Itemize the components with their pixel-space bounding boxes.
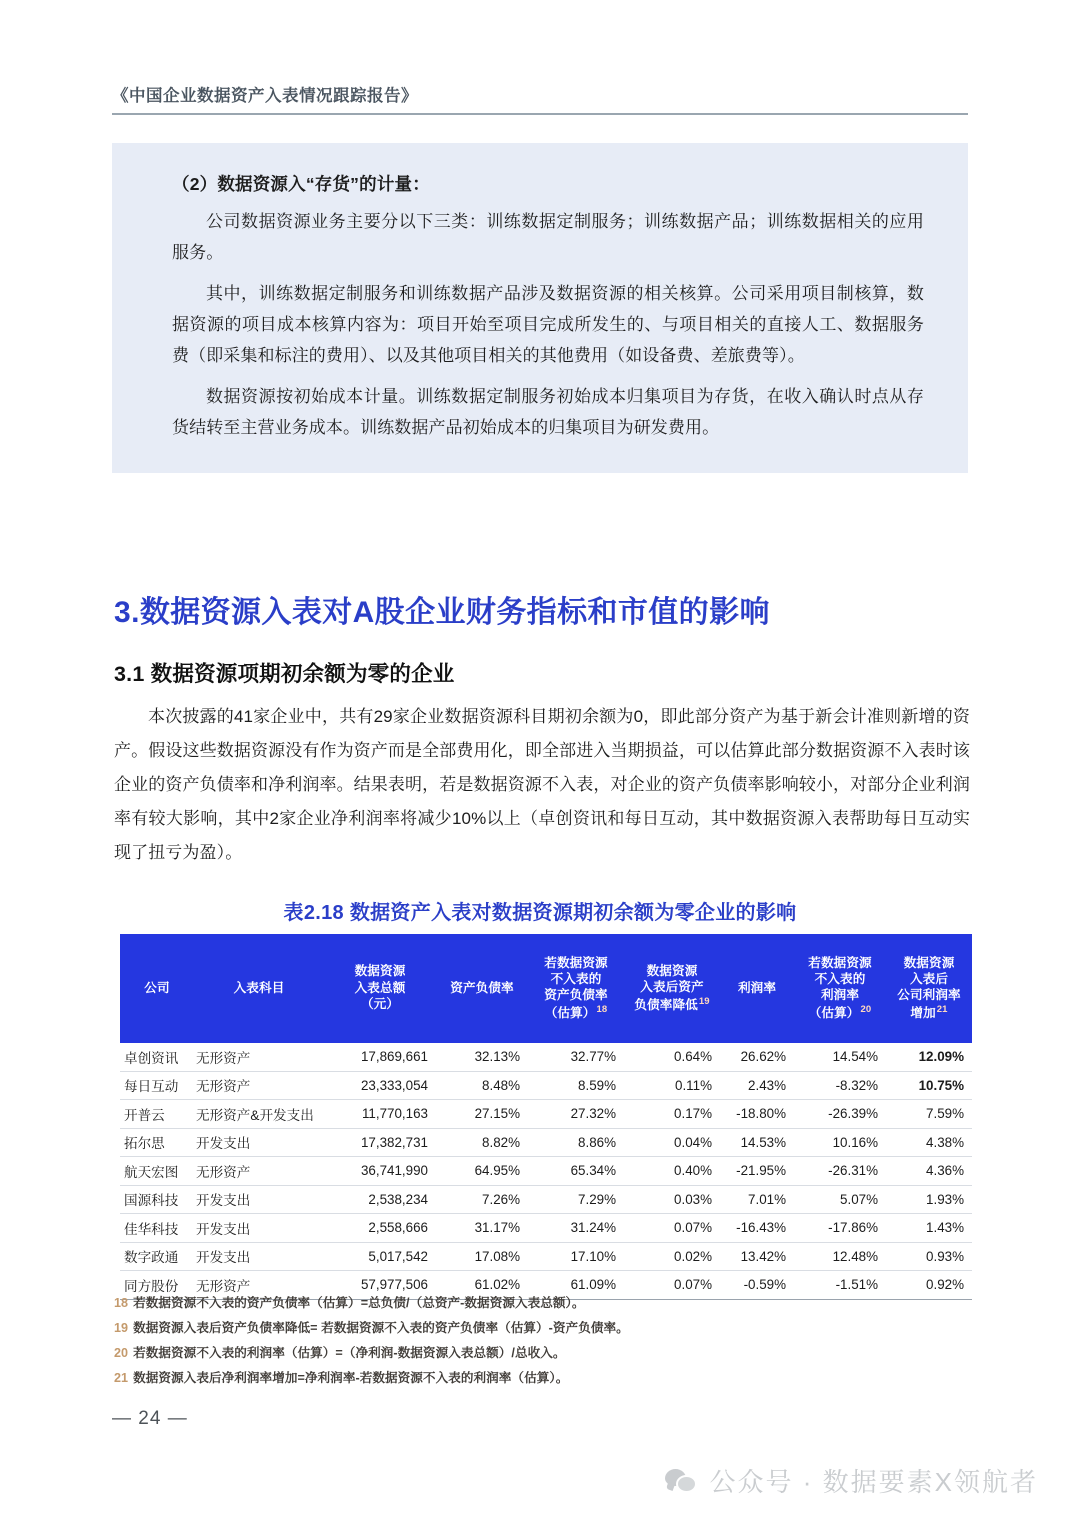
cell-alr-decrease: 0.07% bbox=[624, 1214, 720, 1243]
cell-alr-estimated: 31.24% bbox=[528, 1214, 624, 1243]
cell-subject: 开发支出 bbox=[194, 1128, 324, 1157]
footnote-item bbox=[114, 1347, 974, 1360]
cell-asset-liability-ratio: 8.82% bbox=[436, 1128, 528, 1157]
cell-alr-decrease: 0.40% bbox=[624, 1157, 720, 1186]
cell-alr-estimated: 32.77% bbox=[528, 1043, 624, 1071]
cell-alr-estimated: 65.34% bbox=[528, 1157, 624, 1186]
col-header-alr-estimated: 若数据资源 不入表的 资产负债率 （估算）$^{18}$ bbox=[528, 934, 624, 1043]
cell-asset-liability-ratio: 64.95% bbox=[436, 1157, 528, 1186]
footnote-marker: 21 bbox=[936, 1003, 948, 1015]
callout-paragraph-3: 数据资源按初始成本计量。训练数据定制服务初始成本归集项目为存货，在收入确认时点从存货结转至主营业务成本。训练数据产品初始成本的归集项目为研发费用。 bbox=[172, 386, 924, 437]
table-row bbox=[120, 1185, 972, 1214]
cell-profit-estimated: 14.54% bbox=[794, 1043, 886, 1071]
cell-company: 拓尔思 bbox=[120, 1128, 194, 1157]
cell-profit-increase: 4.38% bbox=[886, 1128, 972, 1157]
cell-asset-liability-ratio: 61.02% bbox=[436, 1271, 528, 1300]
callout-title: （2）数据资源入“存货”的计量： bbox=[172, 174, 430, 194]
cell-company: 数字政通 bbox=[120, 1242, 194, 1271]
cell-total-amount: 23,333,054 bbox=[324, 1071, 436, 1100]
cell-profit-estimated: -8.32% bbox=[794, 1071, 886, 1100]
table-row bbox=[120, 1128, 972, 1157]
cell-alr-decrease: 0.07% bbox=[624, 1271, 720, 1300]
callout-paragraph-2: 其中，训练数据定制服务和训练数据产品涉及数据资源的相关核算。公司采用项目制核算，数据资源的项目成本核算内容为：项目开始至项目完成所发生的、与项目相关的直接人工、数据服务费（即采集和标注的费用）、以及其他项目相关的其他费用（如设备费、差旅费等）。 bbox=[172, 283, 924, 365]
cell-asset-liability-ratio: 17.08% bbox=[436, 1242, 528, 1271]
table-row bbox=[120, 1271, 972, 1300]
section-body-paragraph: 本次披露的41家企业中，共有29家企业数据资源科目期初余额为0，即此部分资产为基于新会计准则新增的资产。假设这些数据资源没有作为资产而是全部费用化，即全部进入当期损益，可以估算此部分数据资源不入表时该企业的资产负债率和净利润率。结果表明，若是数据资源不入表，对企业的资产负债率影响较小，对部分企业利润率有较大影响，其中2家企业净利润率将减少10%以上（卓创资讯和每日互动，其中数据资源入表帮助每日互动实现了扭亏为盈）。 bbox=[114, 707, 970, 862]
cell-profit-estimated: -1.51% bbox=[794, 1271, 886, 1300]
table-header bbox=[120, 934, 972, 1043]
cell-profit-ratio: -16.43% bbox=[720, 1214, 794, 1243]
cell-total-amount: 11,770,163 bbox=[324, 1100, 436, 1129]
cell-profit-ratio: 13.42% bbox=[720, 1242, 794, 1271]
cell-profit-increase: 10.75% bbox=[886, 1071, 972, 1100]
cell-subject: 开发支出 bbox=[194, 1214, 324, 1243]
col-header-profit-estimated: 若数据资源 不入表的 利润率 （估算）$^{20}$ bbox=[794, 934, 886, 1043]
cell-subject: 无形资产 bbox=[194, 1157, 324, 1186]
cell-profit-ratio: -0.59% bbox=[720, 1271, 794, 1300]
cell-company: 每日互动 bbox=[120, 1071, 194, 1100]
footnote-list bbox=[114, 1297, 974, 1397]
cell-subject: 开发支出 bbox=[194, 1185, 324, 1214]
footnote-marker: 19 bbox=[698, 995, 710, 1007]
cell-alr-estimated: 61.09% bbox=[528, 1271, 624, 1300]
cell-total-amount: 17,869,661 bbox=[324, 1043, 436, 1071]
footnote-item bbox=[114, 1372, 974, 1385]
table-row bbox=[120, 1071, 972, 1100]
cell-subject: 无形资产 bbox=[194, 1043, 324, 1071]
watermark bbox=[665, 1462, 1038, 1499]
cell-profit-estimated: -26.39% bbox=[794, 1100, 886, 1129]
cell-total-amount: 2,538,234 bbox=[324, 1185, 436, 1214]
footnote-number: 18 bbox=[114, 1296, 129, 1310]
running-header bbox=[112, 82, 968, 115]
section-heading-3: 3.数据资源入表对A股企业财务指标和市值的影响 bbox=[114, 596, 770, 629]
col-header-profit-ratio: 利润率 bbox=[720, 934, 794, 1043]
page-number: — 24 — bbox=[112, 1408, 188, 1429]
footnote-marker: 20 bbox=[860, 1003, 872, 1015]
cell-asset-liability-ratio: 32.13% bbox=[436, 1043, 528, 1071]
footnote-marker: 18 bbox=[596, 1003, 608, 1015]
cell-subject: 开发支出 bbox=[194, 1242, 324, 1271]
cell-asset-liability-ratio: 31.17% bbox=[436, 1214, 528, 1243]
footnote-text: 数据资源入表后净利润率增加=净利润率-若数据资源不入表的利润率（估算）。 bbox=[133, 1371, 569, 1386]
cell-alr-estimated: 17.10% bbox=[528, 1242, 624, 1271]
footnote-text: 若数据资源不入表的利润率（估算）=（净利润-数据资源入表总额）/总收入。 bbox=[133, 1346, 566, 1361]
col-header-asset-liability-ratio: 资产负债率 bbox=[436, 934, 528, 1043]
table-row bbox=[120, 1043, 972, 1071]
cell-alr-decrease: 0.11% bbox=[624, 1071, 720, 1100]
cell-company: 国源科技 bbox=[120, 1185, 194, 1214]
cell-asset-liability-ratio: 8.48% bbox=[436, 1071, 528, 1100]
table-row bbox=[120, 1214, 972, 1243]
cell-profit-increase: 4.36% bbox=[886, 1157, 972, 1186]
cell-profit-estimated: -26.31% bbox=[794, 1157, 886, 1186]
subsection-heading-3-1: 3.1 数据资源项期初余额为零的企业 bbox=[114, 662, 455, 686]
cell-asset-liability-ratio: 27.15% bbox=[436, 1100, 528, 1129]
cell-profit-ratio: 2.43% bbox=[720, 1071, 794, 1100]
running-header-title: 《中国企业数据资产入表情况跟踪报告》 bbox=[112, 87, 418, 105]
cell-profit-ratio: 7.01% bbox=[720, 1185, 794, 1214]
cell-profit-ratio: 14.53% bbox=[720, 1128, 794, 1157]
impact-table bbox=[120, 934, 972, 1300]
cell-profit-estimated: 5.07% bbox=[794, 1185, 886, 1214]
table-caption: 表2.18 数据资产入表对数据资源期初余额为零企业的影响 bbox=[283, 902, 797, 924]
footnote-text: 数据资源入表后资产负债率降低= 若数据资源不入表的资产负债率（估算）-资产负债率。 bbox=[133, 1321, 629, 1336]
footnote-number: 19 bbox=[114, 1321, 129, 1336]
cell-profit-increase: 1.43% bbox=[886, 1214, 972, 1243]
table-header-row bbox=[120, 934, 972, 1043]
cell-company: 同方股份 bbox=[120, 1271, 194, 1300]
cell-alr-estimated: 8.59% bbox=[528, 1071, 624, 1100]
footnote-item bbox=[114, 1297, 974, 1310]
cell-company: 航天宏图 bbox=[120, 1157, 194, 1186]
cell-profit-increase: 0.93% bbox=[886, 1242, 972, 1271]
cell-alr-estimated: 27.32% bbox=[528, 1100, 624, 1129]
cell-company: 卓创资讯 bbox=[120, 1043, 194, 1071]
cell-alr-decrease: 0.02% bbox=[624, 1242, 720, 1271]
watermark-text: 公众号 · 数据要素X领航者 bbox=[709, 1467, 1038, 1497]
cell-profit-estimated: 10.16% bbox=[794, 1128, 886, 1157]
cell-profit-increase: 7.59% bbox=[886, 1100, 972, 1129]
cell-profit-ratio: -18.80% bbox=[720, 1100, 794, 1129]
cell-company: 佳华科技 bbox=[120, 1214, 194, 1243]
cell-subject: 无形资产 bbox=[194, 1071, 324, 1100]
cell-alr-decrease: 0.03% bbox=[624, 1185, 720, 1214]
col-header-alr-decrease: 数据资源 入表后资产 负债率降低$^{19}$ bbox=[624, 934, 720, 1043]
cell-total-amount: 5,017,542 bbox=[324, 1242, 436, 1271]
col-header-profit-increase: 数据资源 入表后 公司利润率 增加$^{21}$ bbox=[886, 934, 972, 1043]
footnote-number: 20 bbox=[114, 1346, 129, 1361]
cell-profit-increase: 1.93% bbox=[886, 1185, 972, 1214]
cell-total-amount: 17,382,731 bbox=[324, 1128, 436, 1157]
cell-alr-estimated: 7.29% bbox=[528, 1185, 624, 1214]
table-row bbox=[120, 1100, 972, 1129]
cell-profit-increase: 12.09% bbox=[886, 1043, 972, 1071]
table-row bbox=[120, 1242, 972, 1271]
cell-company: 开普云 bbox=[120, 1100, 194, 1129]
cell-asset-liability-ratio: 7.26% bbox=[436, 1185, 528, 1214]
footnote-item bbox=[114, 1322, 974, 1335]
cell-profit-estimated: -17.86% bbox=[794, 1214, 886, 1243]
callout-box bbox=[112, 143, 968, 473]
callout-paragraph-1: 公司数据资源业务主要分以下三类：训练数据定制服务；训练数据产品；训练数据相关的应用服务。 bbox=[172, 212, 924, 262]
wechat-icon bbox=[665, 1467, 697, 1495]
table-body bbox=[120, 1043, 972, 1299]
cell-alr-decrease: 0.17% bbox=[624, 1100, 720, 1129]
table-row bbox=[120, 1157, 972, 1186]
footnote-text: 若数据资源不入表的资产负债率（估算）=总负债/（总资产-数据资源入表总额）。 bbox=[133, 1296, 585, 1310]
cell-profit-estimated: 12.48% bbox=[794, 1242, 886, 1271]
cell-profit-ratio: -21.95% bbox=[720, 1157, 794, 1186]
cell-profit-increase: 0.92% bbox=[886, 1271, 972, 1300]
header-divider bbox=[112, 113, 968, 115]
col-header-subject: 入表科目 bbox=[194, 934, 324, 1043]
cell-alr-decrease: 0.04% bbox=[624, 1128, 720, 1157]
cell-alr-estimated: 8.86% bbox=[528, 1128, 624, 1157]
col-header-company: 公司 bbox=[120, 934, 194, 1043]
footnote-number: 21 bbox=[114, 1371, 129, 1386]
cell-total-amount: 57,977,506 bbox=[324, 1271, 436, 1300]
cell-subject: 无形资产&开发支出 bbox=[194, 1100, 324, 1129]
cell-profit-ratio: 26.62% bbox=[720, 1043, 794, 1071]
col-header-total-amount: 数据资源 入表总额 （元） bbox=[324, 934, 436, 1043]
cell-subject: 无形资产 bbox=[194, 1271, 324, 1300]
cell-total-amount: 2,558,666 bbox=[324, 1214, 436, 1243]
cell-total-amount: 36,741,990 bbox=[324, 1157, 436, 1186]
cell-alr-decrease: 0.64% bbox=[624, 1043, 720, 1071]
